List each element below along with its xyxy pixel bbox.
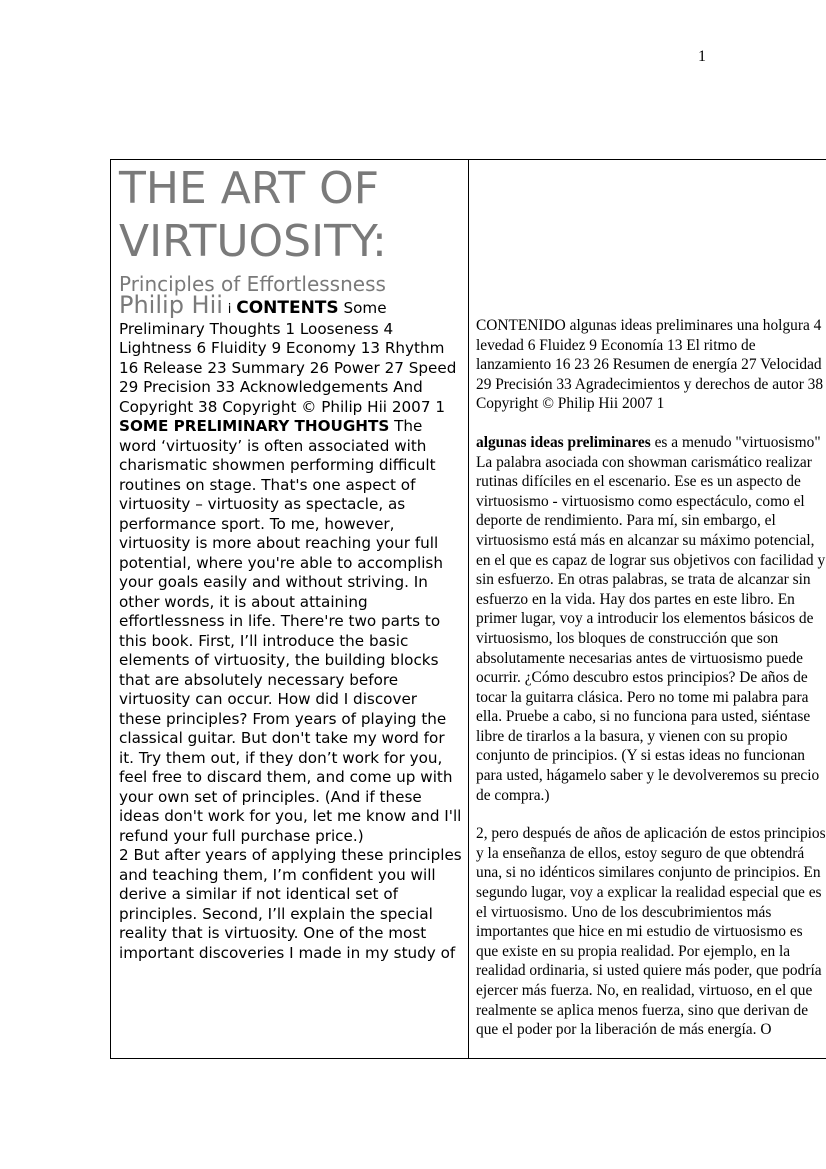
bilingual-table — [110, 159, 826, 1059]
section-heading: SOME PRELIMINARY THOUGHTS — [119, 417, 390, 435]
title-line-1: THE ART OF — [119, 163, 380, 214]
english-paragraph-1: The word ‘virtuosity’ is often associated with charismatic showmen performing difficult routines on stage. That's one aspect of virtuosity – virtuosity as spectacle, as performance sport. To me, however, virtuosity is more about reaching your full potential, where you're able to accomplish your goals easily and without striving. In other words, it is about attaining effortlessness in life. There're two parts to this book. First, I’ll introduce the basic elements of virtuosity, the building blocks that are absolutely necessary before virtuosity can occur. How did I discover these principles? From years of playing the classical guitar. But don't take my word for it. Try them out, if they don’t work for you, feel free to discard them, and come up with your own set of principles. (And if these ideas don't work for you, let me know and I'll refund your full purchase price.) — [119, 417, 462, 845]
english-paragraph-2: 2 But after years of applying these principles and teaching them, I’m confident you will derive a similar if not identical set of principles. Second, I’ll explain the special reality that is virtuosity. One of the most important discoveries I made in my study of — [119, 846, 462, 962]
spanish-section-heading: algunas ideas preliminares — [476, 433, 651, 451]
book-title — [119, 162, 464, 268]
spanish-paragraph-1: CONTENIDO algunas ideas preliminares una holgura 4 levedad 6 Fluidez 9 Economía 13 El ritmo de lanzamiento 16 23 26 Resumen de energía 27 Velocidad 29 Precisión 33 Agradecimientos y derechos de autor 38 Copyright © Philip Hii 2007 1 — [476, 317, 824, 413]
roman-numeral: i — [227, 302, 232, 317]
title-line-2: VIRTUOSITY: — [119, 216, 387, 267]
spanish-paragraph-3: 2, pero después de años de aplicación de estos principios y la enseñanza de ellos, estoy seguro de que obtendrá una, si no idénticos similares conjunto de principios. En segundo lugar, voy a explicar la realidad especial que es el virtuosismo. Uno de los descubrimientos más importantes que hice en mi estudio de virtuosismo es que existe en su propia realidad. Por ejemplo, en la realidad ordinaria, si usted quiere más poder, que podría ejercer más fuerza. No, en realidad, virtuoso, en el que realmente se aplica menos fuerza, sino que derivan de que el poder por la liberación de más energía. O — [476, 825, 826, 1039]
contents-list: Some Preliminary Thoughts 1 Looseness 4 Lightness 6 Fluidity 9 Economy 13 Rhythm 16 Release 23 Summary 26 Power 27 Speed 29 Precision 33 Acknowledgements And Copyright 38 Copyright © Philip Hii 2007 1 — [119, 299, 457, 416]
spanish-column — [476, 316, 826, 1059]
author-name: Philip Hii — [119, 291, 223, 319]
book-subtitle: Principles of Effortlessness — [119, 272, 386, 296]
column-divider — [468, 160, 469, 1058]
contents-heading: CONTENTS — [236, 298, 339, 318]
spanish-paragraph-2-text: es a menudo "virtuosismo" La palabra asociada con showman carismático realizar rutinas difíciles en el escenario. Ese es un aspecto de virtuosismo - virtuosismo como espectáculo, como el deporte de rendimiento. Para mí, sin embargo, el virtuosismo está más en alcanzar su máximo potencial, en el que es capaz de lograr sus objetivos con facilidad y sin esfuerzo. En otras palabras, se trata de alcanzar sin esfuerzo en la vida. Hay dos partes en este libro. En primer lugar, voy a introducir los elementos básicos de virtuosismo, los bloques de construcción que son absolutamente necesarias antes de virtuosismo puede ocurrir. ¿Cómo descubro estos principios? De años de tocar la guitarra clásica. Pero no tome mi palabra para ella. Pruebe a cabo, si no funciona para usted, siéntase libre de tirarlos a la basura, y vienen con su propio conjunto de principios. (Y si estas ideas no funcionan para usted, hágamelo saber y le devolveremos su precio de compra.) — [476, 433, 826, 804]
page-number: 1 — [698, 48, 706, 65]
english-body — [119, 291, 464, 846]
spanish-paragraph-2 — [476, 433, 826, 805]
english-column — [119, 162, 464, 963]
